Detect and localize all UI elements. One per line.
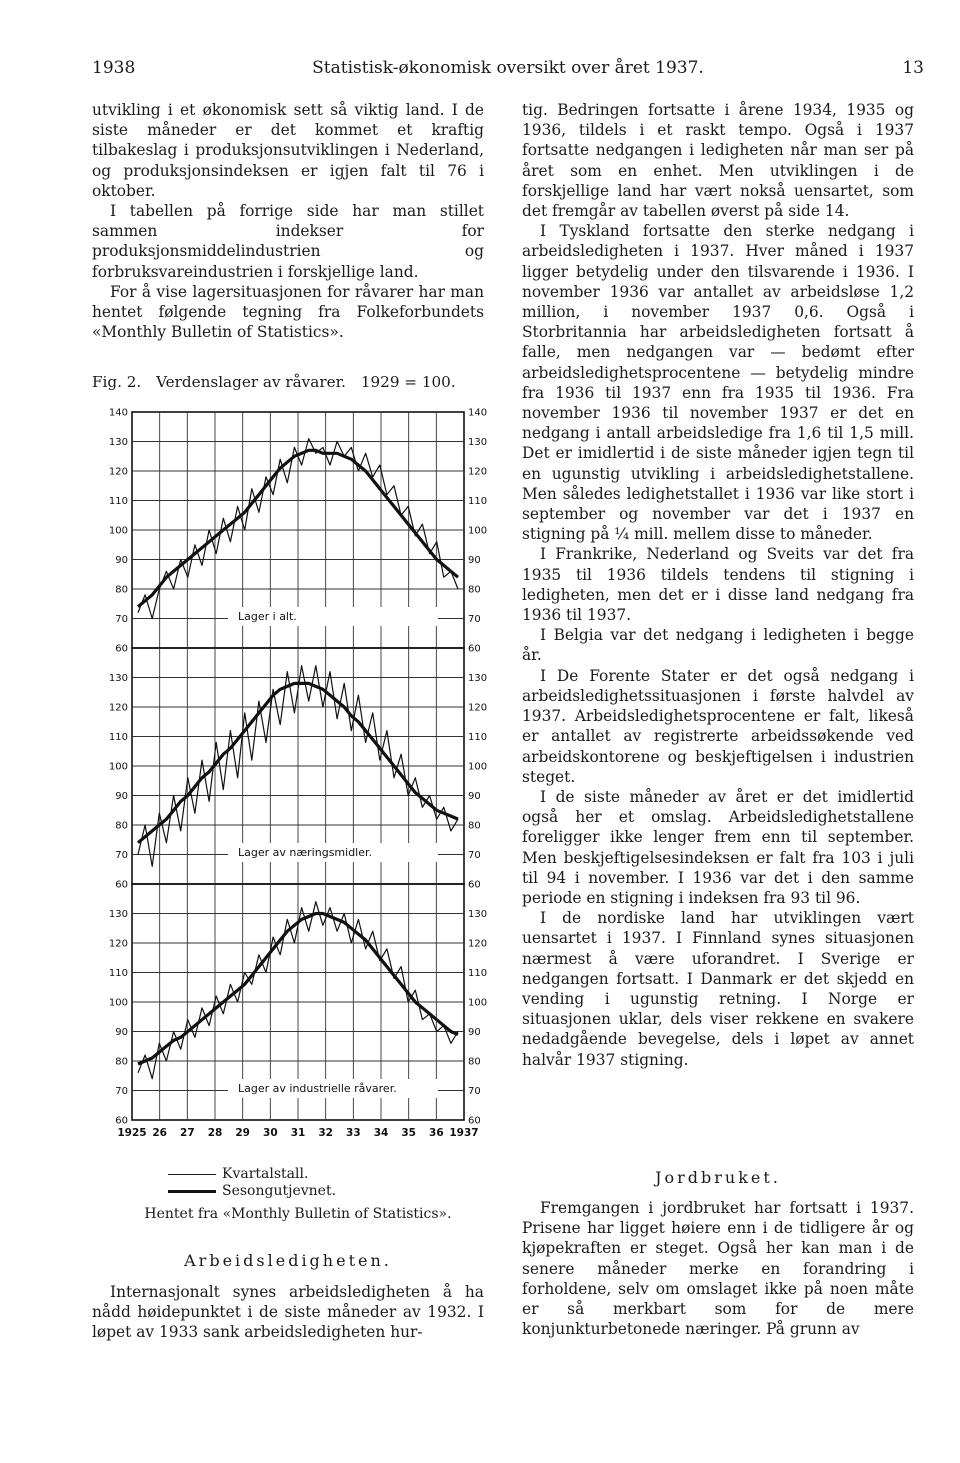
y-tick-label: 90 [115, 555, 128, 566]
y-tick-label: 90 [115, 1027, 128, 1038]
paragraph: Fremgangen i jordbruket har fortsatt i 1937. Prisene har ligget høiere enn i de tidligere år og kjøpekraften er steget. Også her kan man i de senere måneder merke en forandring i forholdene, selv om omslaget ikke på noen måte er så merkbart som for de mere konjunkturbetonede næringer. På grunn av [522, 1199, 914, 1339]
x-tick-label: 32 [318, 1127, 333, 1139]
y-tick-label: 100 [108, 761, 128, 773]
paragraph: tig. Bedringen fortsatte i årene 1934, 1935 og 1936, tildels i et raskt tempo. Også i 1937 fortsatte nedgangen i ledigheten når man ser på året som en enhet. Men utviklingen i de forskjellige land har vært nokså uensartet, som det fremgår av tabellen øverst på side 14. [522, 101, 914, 221]
header-year: 1938 [92, 58, 136, 78]
y-tick-label: 100 [108, 997, 128, 1009]
x-tick-label: 33 [346, 1127, 361, 1139]
y-tick-label: 60 [115, 879, 128, 891]
section-title-unemployment: Arbeidsledigheten. [184, 1251, 392, 1270]
right-column-bottom-text [522, 1198, 914, 1339]
y-tick-label: 120 [108, 702, 128, 714]
paragraph: I Belgia var det nedgang i ledigheten i begge år. [522, 626, 914, 665]
y-tick-label: 80 [115, 1056, 128, 1068]
y-tick-label: 130 [108, 437, 128, 448]
paragraph: Internasjonalt synes arbeidsledigheten å ha nådd høidepunktet i de siste måneder av 1932. I løpet av 1933 sank arbeidsledigheten hur- [92, 1283, 484, 1342]
y-tick-label: 100 [468, 761, 488, 773]
raw-materials-stock-chart [92, 400, 488, 1158]
y-tick-label: 130 [108, 909, 128, 920]
legend-label: Kvartalstall. [222, 1166, 309, 1182]
figure-title: Verdenslager av råvarer. [156, 373, 346, 391]
page-number: 13 [902, 58, 924, 78]
y-tick-label: 130 [468, 437, 488, 448]
x-tick-label: 30 [263, 1127, 278, 1139]
left-column-bottom-text [92, 1282, 484, 1343]
paragraph: I Tyskland fortsatte den sterke nedgang i arbeidsledigheten i 1937. Hver måned i 1937 ligger betydelig under den tilsvarende i 1936. I november 1936 var antallet av arbeidsløse 1,2 million, i november 1937 0,6. Også i Storbritannia har arbeidsledigheten fortsatt å falle, men nedgangen var — bedømt efter arbeidsledighetsprocentene — betydelig mindre fra 1936 til 1937 enn fra 1935 til 1936. Fra november 1936 til november 1937 er det en nedgang i antall arbeidsledige fra 1,6 til 1,5 mill. Det er imidlertid i de siste måneder igjen tegn til en ugunstig utvikling i arbeidsledighetstallene. Men således ledighetstallet i 1936 var like stort i september og november var det i 1937 en stigning på ¼ mill. mellem disse to måneder. [522, 222, 914, 544]
header-title: Statistisk-økonomisk oversikt over året 1937. [312, 58, 704, 78]
y-tick-label: 120 [468, 702, 488, 714]
paragraph: I de nordiske land har utviklingen vært uensartet i 1937. I Finnland synes situasjonen nærmest å være uforandret. I Sverige er nedgangen fortsatt. I Danmark er det skjedd en vending i ugunstig retning. I Norge er situasjonen uklar, dels viser rekkene en svakere nedadgående bevegelse, dels i løpet av annet halvår 1937 stigning. [522, 909, 914, 1069]
running-header [92, 58, 924, 84]
y-tick-label: 70 [468, 1086, 481, 1097]
y-tick-label: 70 [468, 614, 481, 625]
y-tick-label: 120 [468, 938, 488, 950]
x-tick-label: 27 [180, 1127, 195, 1139]
y-tick-label: 60 [468, 1115, 481, 1127]
y-tick-label: 70 [115, 614, 128, 625]
y-tick-label: 100 [468, 997, 488, 1009]
paragraph: utvikling i et økonomisk sett så viktig land. I de siste måneder er det kommet et kraftig tilbakeslag i produksjonsutviklingen i Nederland, og produksjonsindeksen er igjen falt til 76 i oktober. [92, 101, 484, 200]
y-tick-label: 140 [468, 407, 488, 419]
y-tick-label: 130 [468, 909, 488, 920]
paragraph: I Frankrike, Nederland og Sveits var det fra 1935 til 1936 tildels tendens til stigning i ledigheten, men det er i disse land nedgang fra 1936 til 1937. [522, 545, 914, 625]
figure-number: Fig. 2. [92, 373, 142, 391]
paragraph: For å vise lagersituasjonen for råvarer har man hentet følgende tegning fra Folkeforbundets «Monthly Bulletin of Statistics». [92, 282, 484, 342]
y-tick-label: 60 [468, 879, 481, 891]
left-column-text [92, 100, 484, 342]
legend-label: Sesongutjevnet. [222, 1183, 337, 1199]
y-tick-label: 90 [468, 555, 481, 566]
y-tick-label: 80 [468, 1056, 481, 1068]
y-tick-label: 110 [468, 968, 488, 979]
y-tick-label: 120 [108, 938, 128, 950]
y-tick-label: 110 [108, 732, 128, 743]
y-tick-label: 110 [108, 496, 128, 507]
legend-line-thin [168, 1174, 216, 1175]
y-tick-label: 100 [108, 525, 128, 537]
y-tick-label: 120 [468, 466, 488, 478]
y-tick-label: 90 [115, 791, 128, 802]
panel-title: Lager av næringsmidler. [238, 846, 373, 859]
y-tick-label: 60 [115, 1115, 128, 1127]
y-tick-label: 140 [108, 407, 128, 419]
y-tick-label: 80 [468, 584, 481, 596]
x-tick-label: 34 [373, 1127, 389, 1139]
y-tick-label: 90 [468, 1027, 481, 1038]
y-tick-label: 110 [108, 968, 128, 979]
y-tick-label: 60 [468, 643, 481, 655]
panel-title: Lager i alt. [238, 610, 297, 623]
y-tick-label: 90 [468, 791, 481, 802]
y-tick-label: 80 [468, 820, 481, 832]
y-tick-label: 80 [115, 820, 128, 832]
legend-item-seasonal [112, 1183, 484, 1200]
y-tick-label: 120 [108, 466, 128, 478]
y-tick-label: 70 [115, 1086, 128, 1097]
figure-caption [92, 373, 484, 391]
y-tick-label: 70 [115, 850, 128, 861]
y-tick-label: 70 [468, 850, 481, 861]
x-tick-label: 36 [429, 1127, 444, 1139]
x-tick-label: 1937 [449, 1127, 479, 1139]
y-tick-label: 130 [108, 673, 128, 684]
y-tick-label: 110 [468, 732, 488, 743]
section-title-agriculture: Jordbruket. [655, 1168, 781, 1187]
paragraph: I tabellen på forrige side har man stillet sammen indekser for produksjonsmiddelindustrien og forbruksvareindustrien i forskjellige land. [92, 202, 484, 281]
y-tick-label: 130 [468, 673, 488, 684]
x-tick-label: 26 [152, 1127, 167, 1139]
y-tick-label: 100 [468, 525, 488, 537]
panel-title: Lager av industrielle råvarer. [238, 1082, 397, 1095]
y-tick-label: 80 [115, 584, 128, 596]
legend-line-thick [168, 1190, 216, 1193]
x-tick-label: 28 [207, 1127, 223, 1139]
legend-item-quarterly [112, 1166, 484, 1183]
figure-base: 1929 = 100. [360, 373, 456, 391]
x-tick-label: 35 [401, 1127, 416, 1139]
paragraph: I de siste måneder av året er det imidlertid også her et omslag. Arbeidsledighetstallene foreligger ikke lenger frem enn til september. Men beskjeftigelsesindeksen er falt fra 103 i juli til 94 i november. I 1936 var det i den samme periode en stigning i indeksen fra 93 til 96. [522, 787, 914, 907]
figure-source: Hentet fra «Monthly Bulletin of Statistics». [144, 1206, 452, 1222]
right-column-text [522, 100, 914, 1070]
chart-legend [112, 1166, 484, 1222]
y-tick-label: 60 [115, 643, 128, 655]
x-tick-label: 31 [290, 1127, 306, 1139]
paragraph: I De Forente Stater er det også nedgang i arbeidsledighetssituasjonen i første halvdel av 1937. Arbeidsledighetsprocentene er falt, likeså er antallet av registrerte arbeidssøkende ved arbeidskontorene og beskjeftigelsen i industrien steget. [522, 666, 914, 786]
x-tick-label: 1925 [117, 1127, 147, 1139]
y-tick-label: 110 [468, 496, 488, 507]
x-tick-label: 29 [235, 1127, 250, 1139]
